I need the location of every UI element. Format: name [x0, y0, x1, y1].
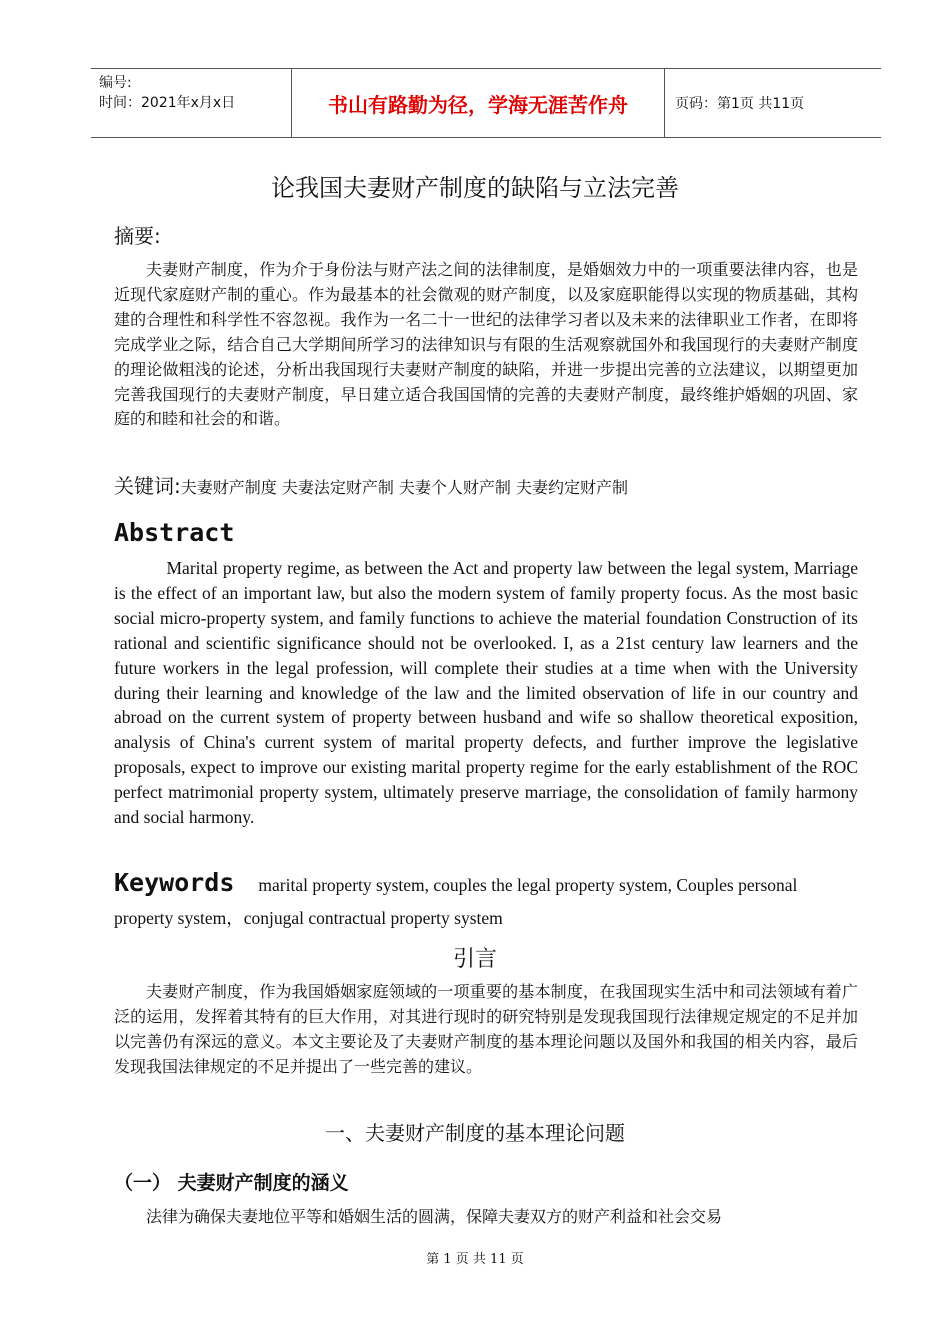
page-footer: 第 1 页 共 11 页 [426, 1252, 524, 1267]
section1-1-heading: （一） 夫妻财产制度的涵义 [114, 1172, 349, 1194]
keywords-values: 夫妻财产制度 夫妻法定财产制 夫妻个人财产制 夫妻约定财产制 [180, 478, 629, 497]
document-title: 论我国夫妻财产制度的缺陷与立法完善 [271, 174, 679, 202]
header-page-info: 页码：第1页 共11页 [675, 96, 805, 112]
header-motto: 书山有路勤为径，学海无涯苦作舟 [292, 69, 665, 137]
keywords-en-label: Keywords [114, 868, 235, 897]
keywords-en-line [114, 866, 858, 935]
keywords-line [114, 470, 874, 499]
intro-paragraph: 夫妻财产制度，作为我国婚姻家庭领域的一项重要的基本制度，在我国现实生活中和司法领域有着广泛的运用，发挥着其特有的巨大作用，对其进行现时的研究特别是发现我国现行法律规定规定的不足并加以完善仍有深远的意义。本文主要论及了夫妻财产制度的基本理论问题以及国外和我国的相关内容，最后发现我国法律规定的不足并提出了一些完善的建议。 [114, 982, 858, 1076]
intro-heading: 引言 [452, 947, 497, 972]
abstract-paragraph: 夫妻财产制度，作为介于身份法与财产法之间的法律制度，是婚姻效力中的一项重要法律内容，也是近现代家庭财产制的重心。作为最基本的社会微观的财产制度，以及家庭职能得以实现的物质基础，其构建的合理性和科学性不容忽视。我作为一名二十一世纪的法律学习者以及未来的法律职业工作者，在即将完成学业之际，结合自己大学期间所学习的法律知识与有限的生活观察就国外和我国现行的夫妻财产制度的理论做粗浅的论述，分析出我国现行夫妻财产制度的缺陷，并进一步提出完善的立法建议，以期望更加完善我国现行的夫妻财产制度，早日建立适合我国国情的完善的夫妻财产制度，最终维护婚姻的巩固、家庭的和睦和社会的和谐。 [114, 260, 858, 429]
header-meta [91, 69, 292, 137]
keywords-en-values: marital property system, couples the legal property system, Couples personal property system，conjugal contractual property system [114, 875, 798, 928]
abstract-en-paragraph: Marital property regime, as between the Act and property law between the legal system, Marriage is the effect of an important law, but also the modern system of family property focus. As the most basic social micro-property system, and family functions to achieve the material foundation Construction of its rational and scientific significance should not be overlooked. I, as a 21st century law learners and the future workers in the legal profession, will complete their studies at a time when with the University during their learning and knowledge of the law and the limited observation of life in our country and abroad on the current system of property between husband and wife so shallow theoretical exposition, analysis of China's current system of marital property defects, and further improve the legislative proposals, expect to improve our existing marital property regime for the early establishment of the ROC perfect matrimonial property system, ultimately preserve marriage, the consolidation of family harmony and social harmony. [114, 558, 858, 828]
section1-heading: 一、夫妻财产制度的基本理论问题 [325, 1121, 625, 1145]
page-header [91, 68, 881, 138]
header-time-label: 时间：2021年x月x日 [99, 95, 236, 111]
abstract-label: 摘要: [114, 224, 161, 248]
abstract-en-heading: Abstract [114, 518, 235, 547]
keywords-label: 关键词: [114, 474, 181, 498]
section1-1-paragraph: 法律为确保夫妻地位平等和婚姻生活的圆满，保障夫妻双方的财产利益和社会交易 [146, 1207, 723, 1226]
header-number-label: 编号: [99, 75, 132, 91]
